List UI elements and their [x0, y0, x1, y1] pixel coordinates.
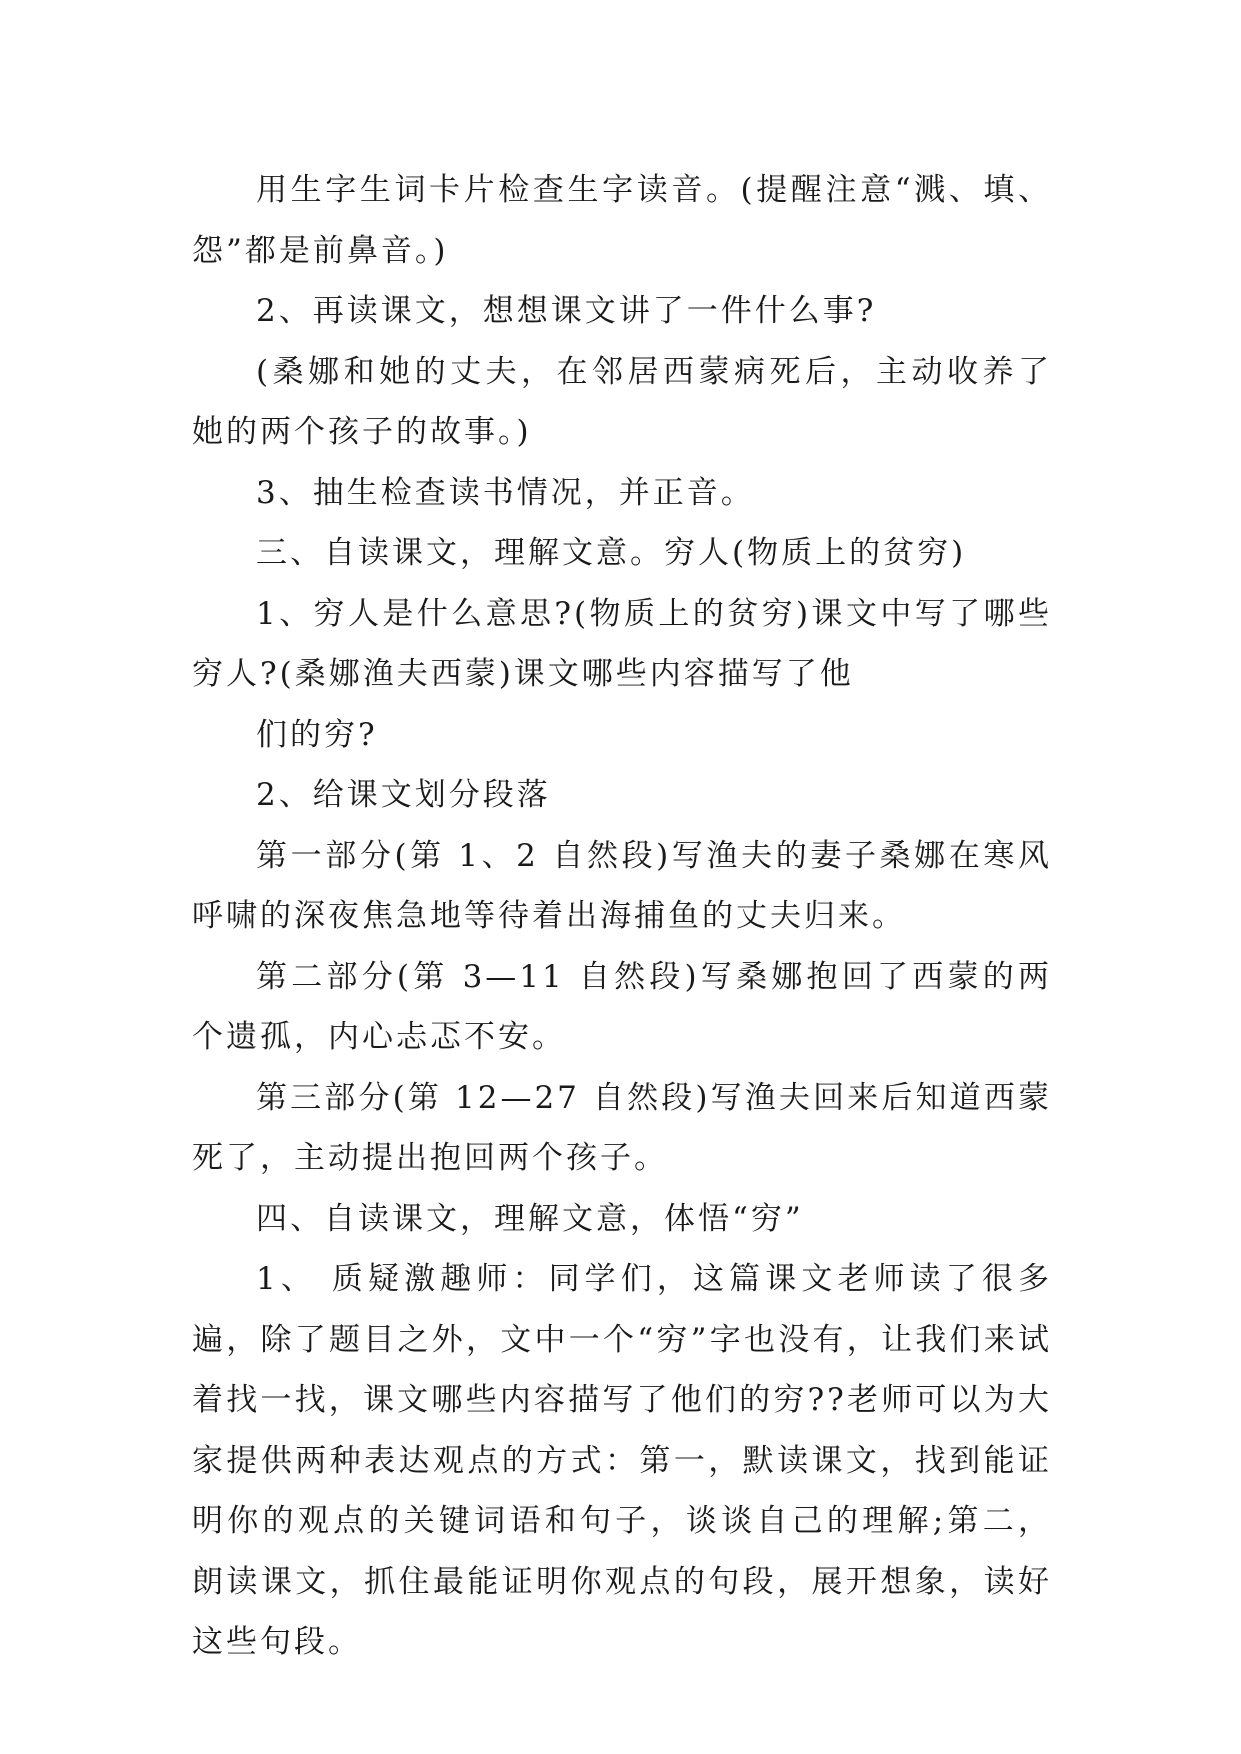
paragraph: 2、再读课文，想想课文讲了一件什么事?	[256, 293, 877, 329]
paragraph: (桑娜和她的丈夫，在邻居西蒙病死后，主动收养了她的两个孩子的故事。)	[192, 353, 1052, 450]
paragraph: 1、 质疑激趣师：同学们，这篇课文老师读了很多遍，除了题目之外，文中一个“穷”字也没有，让我们来试着找一找，课文哪些内容描写了他们的穷??老师可以为大家提供两种表达观点的方式：第一，默读课文，找到能证明你的观点的关键词语和句子，谈谈自己的理解;第二，朗读课文，抓住最能证明你观点的句段，展开想象，读好这些句段。	[192, 1261, 1052, 1660]
section-heading: 三、自读课文，理解文意。穷人(物质上的贫穷)	[256, 535, 967, 571]
paragraph: 们的穷?	[256, 716, 378, 753]
document-body	[192, 160, 1052, 1673]
paragraph: 2、给课文划分段落	[256, 777, 551, 813]
paragraph: 1、穷人是什么意思?(物质上的贫穷)课文中写了哪些穷人?(桑娜渔夫西蒙)课文哪些内容描写了他	[192, 595, 1052, 692]
paragraph: 第二部分(第 3—11 自然段)写桑娜抱回了西蒙的两个遗孤，内心忐忑不安。	[192, 958, 1052, 1055]
paragraph: 用生字生词卡片检查生字读音。(提醒注意“溅、填、怨”都是前鼻音。)	[192, 172, 1052, 269]
section-heading: 四、自读课文，理解文意，体悟“穷”	[256, 1200, 804, 1237]
paragraph: 3、抽生检查读书情况，并正音。	[256, 474, 755, 511]
paragraph: 第三部分(第 12—27 自然段)写渔夫回来后知道西蒙死了，主动提出抱回两个孩子。	[192, 1079, 1052, 1176]
paragraph: 第一部分(第 1、2 自然段)写渔夫的妻子桑娜在寒风呼啸的深夜焦急地等待着出海捕鱼的丈夫归来。	[192, 837, 1052, 934]
